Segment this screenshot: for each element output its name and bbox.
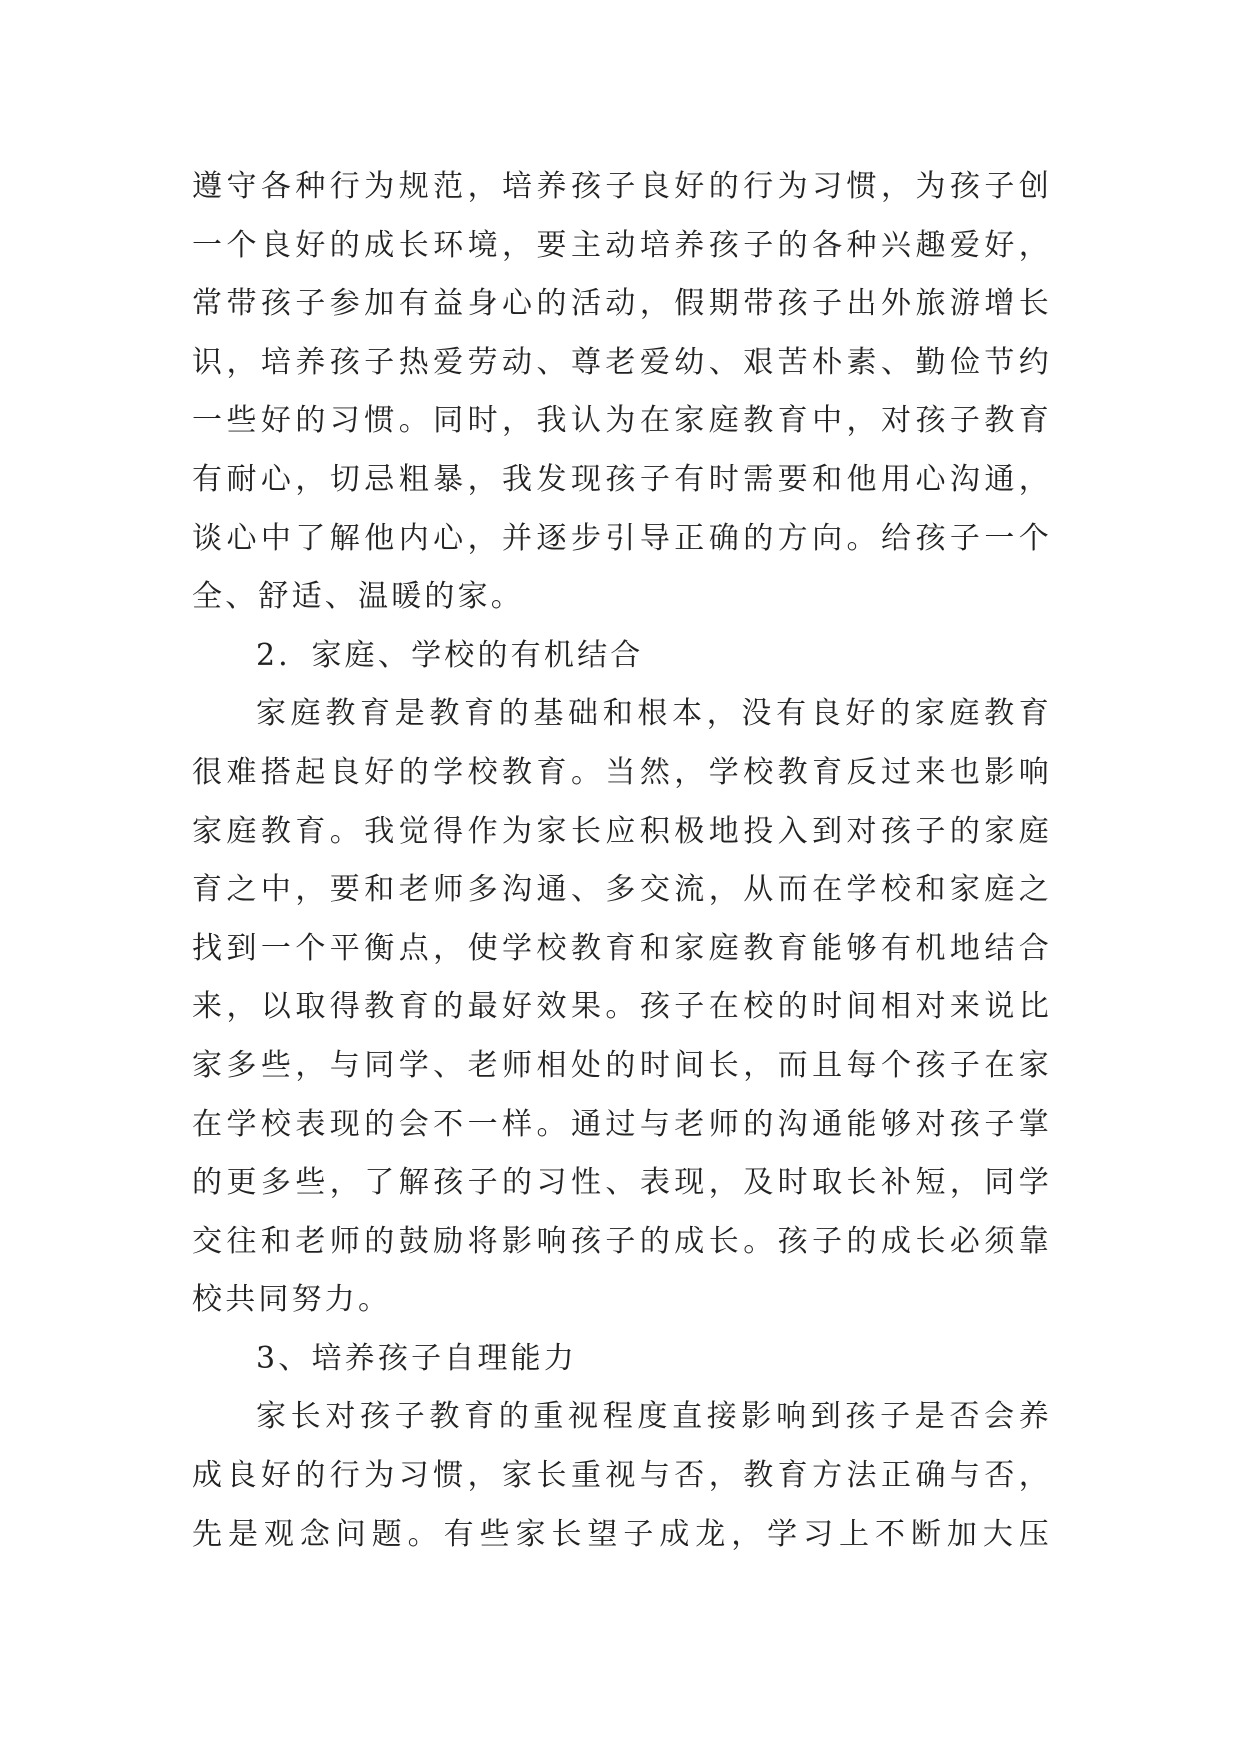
text-line: 先是观念问题。有些家长望子成龙，学习上不断加大压 <box>192 1516 1052 1552</box>
text-line: 成良好的行为习惯，家长重视与否，教育方法正确与否， <box>192 1458 1052 1494</box>
text-line: 一些好的习惯。同时，我认为在家庭教育中，对孩子教育 <box>192 403 1052 439</box>
text-line: 的更多些，了解孩子的习性、表现，及时取长补短，同学 <box>192 1165 1052 1201</box>
text-line: 校共同努力。 <box>192 1282 392 1318</box>
text-line: 家庭教育。我觉得作为家长应积极地投入到对孩子的家庭 <box>192 813 1052 849</box>
text-line: 一个良好的成长环境，要主动培养孩子的各种兴趣爱好， <box>192 227 1052 263</box>
text-line: 家庭教育是教育的基础和根本，没有良好的家庭教育 <box>256 696 1052 732</box>
text-line: 家长对孩子教育的重视程度直接影响到孩子是否会养 <box>256 1399 1052 1435</box>
text-line: 很难搭起良好的学校教育。当然，学校教育反过来也影响 <box>192 754 1052 790</box>
text-line: 识，培养孩子热爱劳动、尊老爱幼、艰苦朴素、勤俭节约 <box>192 344 1052 380</box>
text-line: 遵守各种行为规范，培养孩子良好的行为习惯，为孩子创 <box>192 169 1052 204</box>
text-line: 在学校表现的会不一样。通过与老师的沟通能够对孩子掌 <box>192 1106 1052 1142</box>
text-line: 交往和老师的鼓励将影响孩子的成长。孩子的成长必须靠 <box>192 1223 1052 1259</box>
text-line: 来，以取得教育的最好效果。孩子在校的时间相对来说比 <box>192 989 1052 1025</box>
text-line: 2．家庭、学校的有机结合 <box>256 637 644 673</box>
text-line: 3、培养孩子自理能力 <box>256 1340 578 1376</box>
text-line: 育之中，要和老师多沟通、多交流，从而在学校和家庭之 <box>192 872 1052 908</box>
text-line: 家多些，与同学、老师相处的时间长，而且每个孩子在家 <box>192 1047 1052 1083</box>
body-text <box>192 158 1052 1564</box>
text-line: 有耐心，切忌粗暴，我发现孩子有时需要和他用心沟通， <box>192 461 1052 497</box>
text-line: 谈心中了解他内心，并逐步引导正确的方向。给孩子一个 <box>192 520 1052 556</box>
text-line: 常带孩子参加有益身心的活动，假期带孩子出外旅游增长 <box>192 286 1052 322</box>
text-line: 找到一个平衡点，使学校教育和家庭教育能够有机地结合 <box>192 930 1052 966</box>
text-line: 全、舒适、温暖的家。 <box>192 579 524 615</box>
